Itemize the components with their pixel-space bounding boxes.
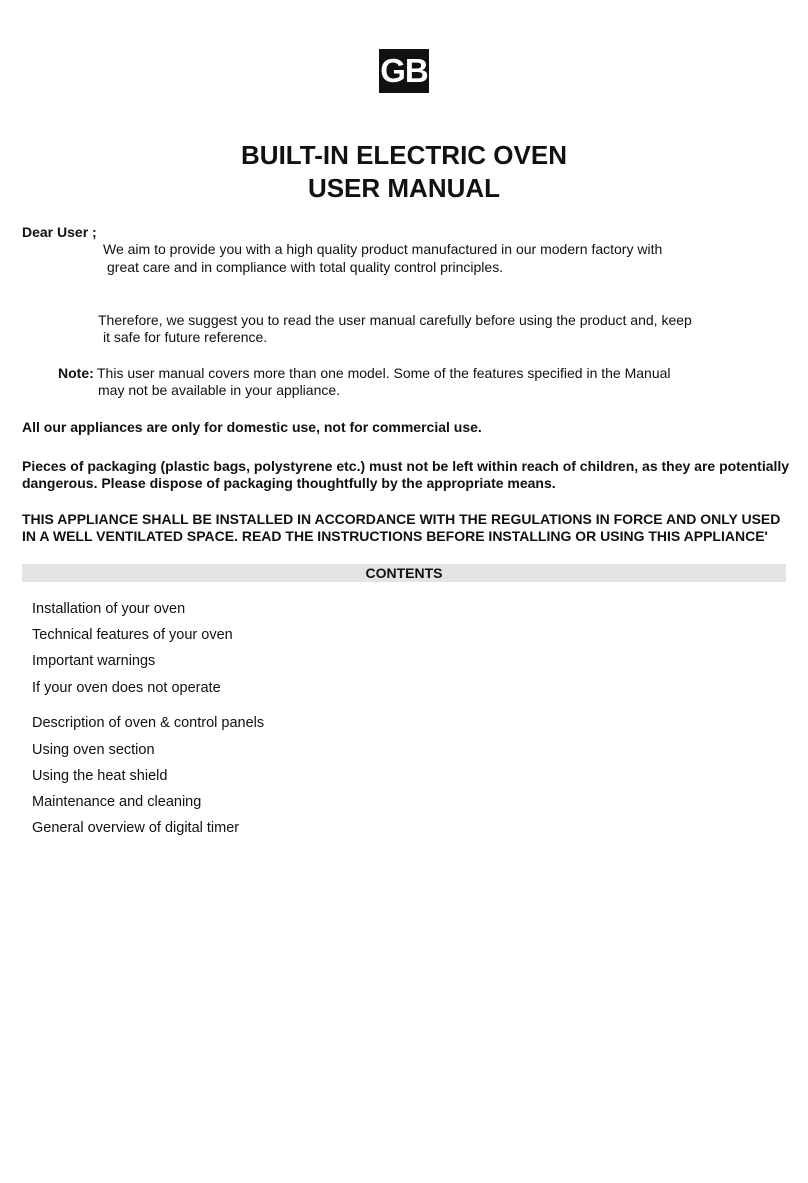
country-badge: GB — [379, 49, 429, 93]
contents-item-maintenance: Maintenance and cleaning — [32, 794, 202, 810]
note-label: Note: — [58, 365, 94, 381]
intro-paragraph-2-line1: Therefore, we suggest you to read the user manual carefully before using the product and, keep — [98, 312, 692, 328]
contents-item-oven-not-operate: If your oven does not operate — [32, 680, 221, 696]
document-title-line1: BUILT-IN ELECTRIC OVEN — [241, 140, 567, 170]
intro-paragraph-1-line2: great care and in compliance with total quality control principles. — [107, 259, 504, 275]
packaging-warning-line1: Pieces of packaging (plastic bags, polystyrene etc.) must not be left within reach of children, as they are potentially — [22, 458, 790, 474]
intro-paragraph-1-line1: We aim to provide you with a high quality product manufactured in our modern factory with — [103, 241, 663, 257]
greeting: Dear User ; — [22, 224, 97, 240]
contents-item-installation: Installation of your oven — [32, 601, 186, 617]
contents-item-description-panels: Description of oven & control panels — [32, 715, 265, 731]
intro-paragraph-2-line2: it safe for future reference. — [103, 329, 268, 345]
domestic-use-statement: All our appliances are only for domestic use, not for commercial use. — [22, 419, 482, 435]
contents-heading: CONTENTS — [22, 564, 786, 582]
contents-item-heat-shield: Using the heat shield — [32, 768, 168, 784]
contents-item-digital-timer: General overview of digital timer — [32, 820, 240, 836]
contents-item-using-oven-section: Using oven section — [32, 742, 155, 758]
document-title-line2: USER MANUAL — [307, 173, 501, 203]
note-text-line2: may not be available in your appliance. — [98, 382, 341, 398]
installation-warning-line2: IN A WELL VENTILATED SPACE. READ THE INSTRUCTIONS BEFORE INSTALLING OR USING THIS APPLIANCE' — [22, 528, 768, 544]
packaging-warning-line2: dangerous. Please dispose of packaging thoughtfully by the appropriate means. — [22, 475, 556, 491]
contents-item-technical-features: Technical features of your oven — [32, 627, 233, 643]
contents-item-important-warnings: Important warnings — [32, 653, 156, 669]
note-text-line1: This user manual covers more than one model. Some of the features specified in the Manual — [97, 365, 671, 381]
installation-warning-line1: THIS APPLIANCE SHALL BE INSTALLED IN ACCORDANCE WITH THE REGULATIONS IN FORCE AND ONLY USED — [22, 511, 781, 527]
